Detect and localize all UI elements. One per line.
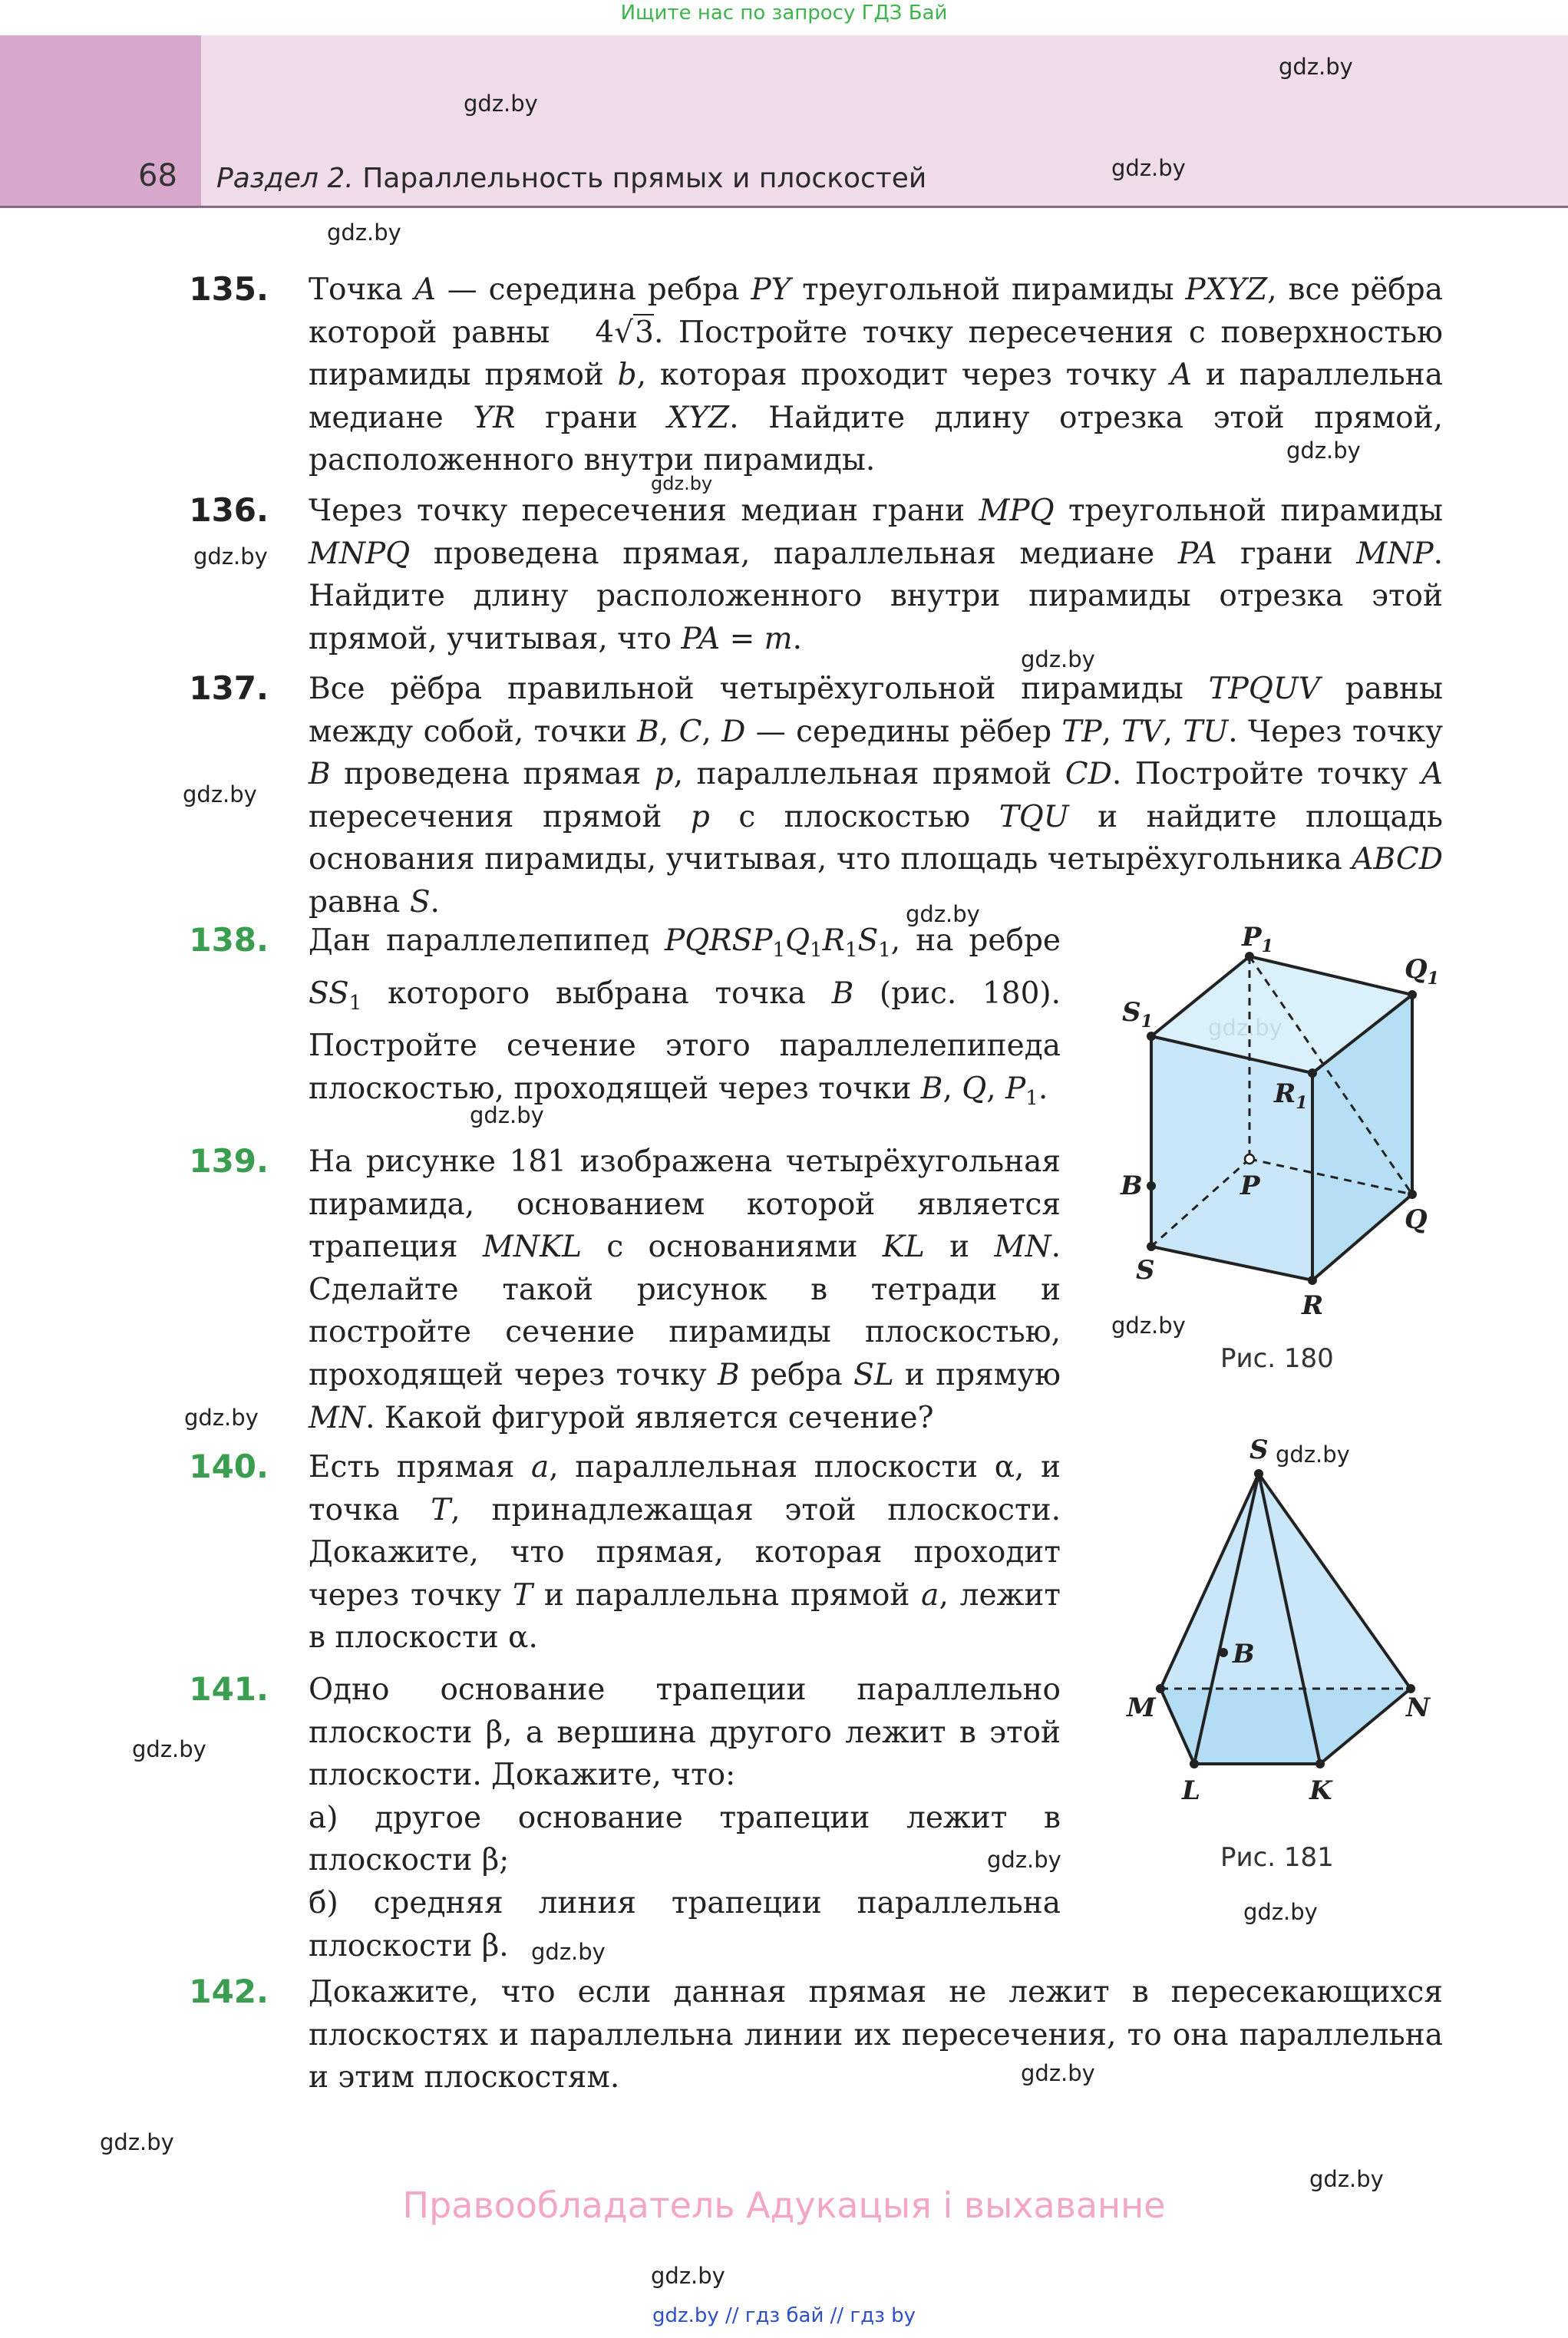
svg-text:Q1 bbox=[1405, 954, 1439, 989]
fig180-label-s-base: S bbox=[1136, 1255, 1155, 1286]
fig180-label-s: S bbox=[1122, 997, 1141, 1028]
header-rule bbox=[0, 206, 1568, 208]
watermark: gdz.by bbox=[1309, 2166, 1384, 2192]
task-number-141: 141. bbox=[189, 1670, 269, 1708]
task-number-138: 138. bbox=[189, 921, 269, 959]
fig180-label-r: R bbox=[1274, 1078, 1296, 1109]
watermark: gdz.by bbox=[1276, 1441, 1350, 1468]
watermark: gdz.by bbox=[132, 1736, 206, 1762]
watermark: gdz.by bbox=[906, 901, 980, 927]
task-text-138: Дан параллелепипед $PQRSP_1Q_1R_1S_1$, на ребре $SS_1$ которого выбрана точка B (рис. 180). Постройте сечение этого параллелепипеда плоскостью, проходящей через точки B, Q, $P_1$. bbox=[309, 923, 1061, 1110]
svg-text:P1 bbox=[1241, 922, 1273, 956]
watermark: gdz.by bbox=[184, 1405, 259, 1431]
watermark: gdz.by bbox=[1243, 1899, 1318, 1925]
task-text-140: Есть прямая a, параллельная плоскости α, и точка T, принадлежащая этой плоскости. Докажите, что прямая, которая проходит через точку T и параллельна прямой a, лежит в плоскости α. bbox=[309, 1450, 1061, 1656]
footer-copyright-owner: Правообладатель Адукацыя і выхаванне bbox=[402, 2184, 1166, 2226]
watermark: gdz.by bbox=[327, 220, 401, 246]
watermark: gdz.by bbox=[1021, 646, 1095, 672]
page-number: 68 bbox=[138, 158, 177, 193]
task-number-135: 135. bbox=[189, 270, 269, 308]
task-number-137: 137. bbox=[189, 669, 269, 707]
watermark: gdz.by bbox=[651, 2263, 725, 2289]
figure-181-caption: Рис. 181 bbox=[1220, 1842, 1334, 1873]
fig180-label-b: B bbox=[1121, 1171, 1143, 1201]
section-title bbox=[216, 163, 926, 194]
fig181-label-l: L bbox=[1182, 1775, 1200, 1806]
fig181-label-k: K bbox=[1309, 1775, 1332, 1806]
watermark: gdz.by bbox=[987, 1847, 1061, 1873]
task-text-142: Докажите, что если данная прямая не лежит в пересекающихся плоскостях и параллельна линии их пересечения, то она параллельна и этим плоскостям. bbox=[309, 1975, 1443, 2095]
fig180-label-sub: 1 bbox=[1141, 1012, 1153, 1032]
top-banner: Ищите нас по запросу ГДЗ Бай bbox=[620, 2, 948, 25]
fig180-label-q-base: Q bbox=[1405, 1204, 1428, 1235]
watermark: gdz.by bbox=[100, 2129, 174, 2155]
fig181-label-n: N bbox=[1406, 1692, 1431, 1723]
section-name: Параллельность прямых и плоскостей bbox=[362, 163, 927, 194]
fig180-front-face bbox=[1151, 1036, 1312, 1280]
task-text-137: Все рёбра правильной четырёхугольной пирамиды TPQUV равны между собой, точки B, C, D — середины рёбер TP, TV, TU. Через точку B проведена прямая p, параллельная прямой CD. Постройте точку A пересечения прямой p с плоскостью TQU и найдите площадь основания пирамиды, учитывая, что площадь четырёхугольника ABCD равна S. bbox=[309, 672, 1444, 920]
watermark: gdz.by bbox=[531, 1939, 606, 1965]
watermark: gdz.by bbox=[651, 473, 713, 494]
task-number-136: 136. bbox=[189, 491, 269, 529]
footer-links[interactable]: gdz.by // гдз бай // гдз by bbox=[652, 2304, 916, 2327]
watermark: gdz.by bbox=[193, 543, 268, 570]
fig180-label-p: P bbox=[1242, 922, 1262, 953]
fig180-label-r-base: R bbox=[1302, 1290, 1324, 1321]
task-text-135: Точка A — середина ребра PY треугольной пирамиды PXYZ, все рёбра которой равны 4√3. Постройте точку пересечения с поверхностью пирамиды прямой b, которая проходит через точку A и параллельна медиане YR грани XYZ. Найдите длину отрезка этой прямой, расположенного внутри пирамиды. bbox=[309, 272, 1444, 478]
fig180-label-sub: 1 bbox=[1261, 936, 1273, 956]
watermark: gdz.by bbox=[470, 1102, 544, 1128]
fig181-label-b: B bbox=[1233, 1639, 1255, 1669]
section-label: Раздел 2. bbox=[216, 163, 354, 194]
figure-180-caption: Рис. 180 bbox=[1220, 1343, 1334, 1374]
watermark: gdz.by bbox=[183, 781, 257, 807]
fig180-hidden-vertex bbox=[1245, 1154, 1254, 1164]
watermark: gdz.by bbox=[1279, 54, 1353, 80]
task-text-141: Одно основание трапеции параллельно плоскости β, а вершина другого лежит в этой плоскости. Докажите, что: а) другое основание трапеции лежит в плоскости β; б) средняя линия трапеции параллельна плоскости β. bbox=[309, 1673, 1061, 1963]
task-number-142: 142. bbox=[189, 1973, 269, 2010]
watermark: gdz.by bbox=[464, 91, 538, 117]
figure-181-pyramid bbox=[1105, 1428, 1489, 1811]
fig180-label-sub: 1 bbox=[1296, 1093, 1308, 1113]
watermark: gdz.by bbox=[1111, 155, 1186, 181]
watermark: gdz.by bbox=[1111, 1313, 1186, 1339]
fig180-label-p-base: P bbox=[1240, 1171, 1260, 1201]
fig180-label-q: Q bbox=[1405, 954, 1428, 985]
task-number-140: 140. bbox=[189, 1448, 269, 1485]
task-text-136: Через точку пересечения медиан грани MPQ треугольной пирамиды MNPQ проведена прямая, параллельная медиане PA грани MNP. Найдите длину расположенного внутри пирамиды отрезка этой прямой, учитывая, что PA = m. bbox=[309, 494, 1443, 656]
watermark: gdz.by bbox=[1286, 438, 1361, 464]
svg-text:S1 bbox=[1122, 997, 1153, 1032]
task-text-139: На рисунке 181 изображена четырёхугольная пирамида, основанием которой является трапеция MNKL с основаниями KL и MN. Сделайте такой рисунок в тетради и постройте сечение пирамиды плоскостью, проходящей через точку B ребра SL и прямую MN. Какой фигурой является сечение? bbox=[309, 1144, 1061, 1435]
fig181-label-m: M bbox=[1127, 1692, 1156, 1723]
task-number-139: 139. bbox=[189, 1142, 269, 1180]
fig180-label-sub: 1 bbox=[1427, 969, 1439, 989]
figure-180-parallelepiped bbox=[1074, 906, 1504, 1351]
watermark: gdz.by bbox=[1021, 2060, 1095, 2086]
fig181-label-s: S bbox=[1249, 1435, 1269, 1465]
